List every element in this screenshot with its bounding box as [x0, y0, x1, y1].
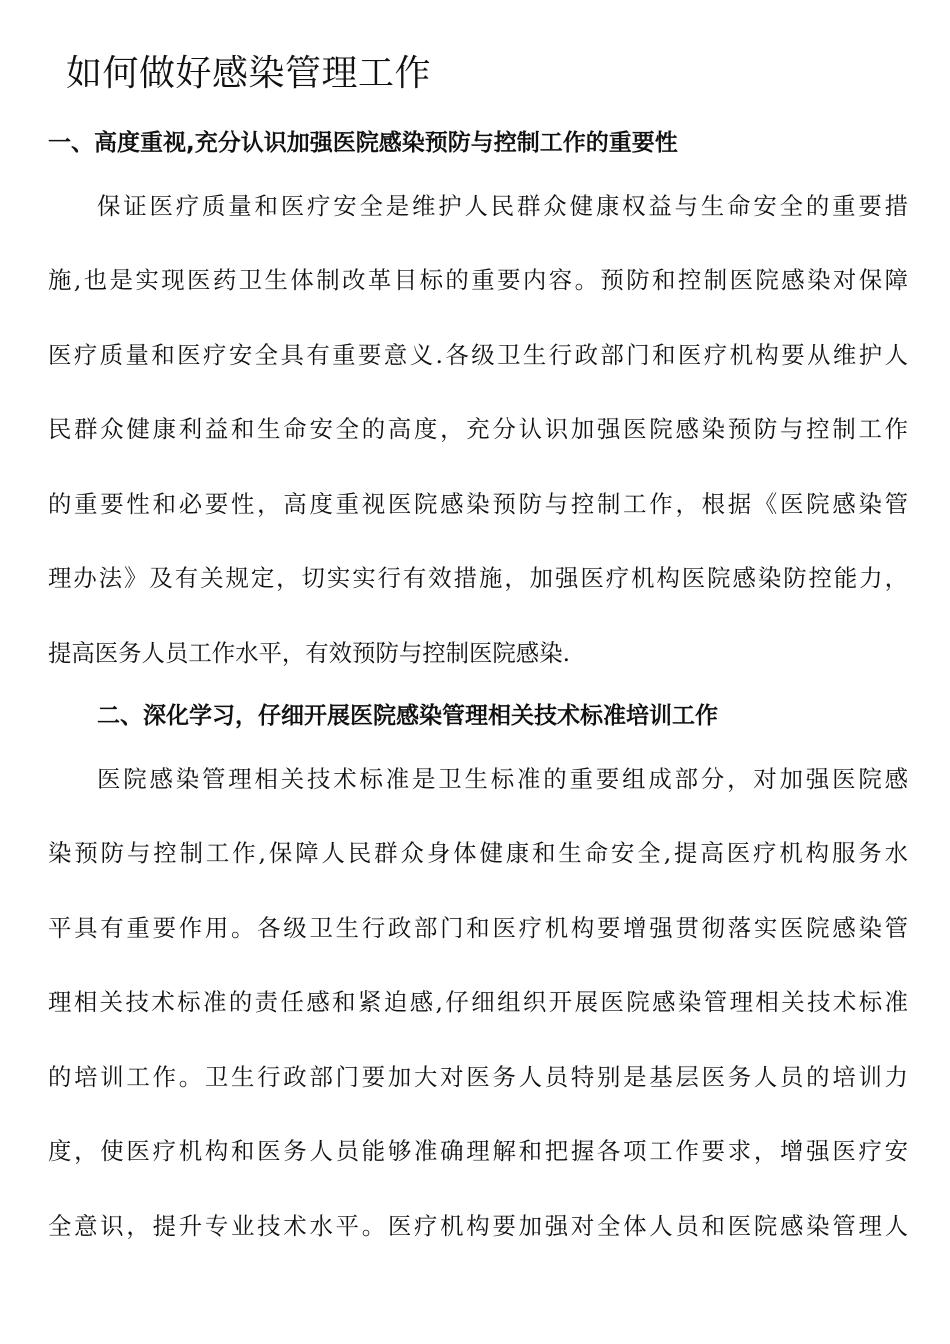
paragraph-line: 理办法》及有关规定，切实实行有效措施，加强医疗机构医院感染防控能力，: [48, 564, 908, 592]
paragraph-line: 染预防与控制工作,保障人民群众身体健康和生命安全,提高医疗机构服务水: [48, 839, 908, 867]
paragraph-line: 度，使医疗机构和医务人员能够准确理解和把握各项工作要求，增强医疗安: [48, 1137, 908, 1165]
paragraph-line: 全意识，提升专业技术水平。医疗机构要加强对全体人员和医院感染管理人: [48, 1212, 908, 1240]
document-title: 如何做好感染管理工作: [66, 53, 432, 94]
paragraph-line: 理相关技术标准的责任感和紧迫感,仔细组织开展医院感染管理相关技术标准: [48, 988, 908, 1016]
paragraph-line: 的重要性和必要性，高度重视医院感染预防与控制工作，根据《医院感染管: [48, 490, 908, 518]
paragraph-line: 医疗质量和医疗安全具有重要意义.各级卫生行政部门和医疗机构要从维护人: [48, 341, 908, 369]
section-2-heading: 二、深化学习，仔细开展医院感染管理相关技术标准培训工作: [97, 703, 718, 729]
paragraph-line: 医院感染管理相关技术标准是卫生标准的重要组成部分，对加强医院感: [97, 765, 908, 793]
paragraph-line: 平具有重要作用。各级卫生行政部门和医疗机构要增强贯彻落实医院感染管: [48, 914, 908, 942]
paragraph-line: 民群众健康利益和生命安全的高度，充分认识加强医院感染预防与控制工作: [48, 415, 908, 443]
section-1-heading: 一、高度重视,充分认识加强医院感染预防与控制工作的重要性: [48, 130, 678, 156]
paragraph-line: 施,也是实现医药卫生体制改革目标的重要内容。预防和控制医院感染对保障: [48, 266, 908, 294]
paragraph-line: 的培训工作。卫生行政部门要加大对医务人员特别是基层医务人员的培训力: [48, 1063, 908, 1091]
paragraph-line: 保证医疗质量和医疗安全是维护人民群众健康权益与生命安全的重要措: [97, 192, 908, 220]
paragraph-line: 提高医务人员工作水平，有效预防与控制医院感染.: [48, 639, 571, 667]
